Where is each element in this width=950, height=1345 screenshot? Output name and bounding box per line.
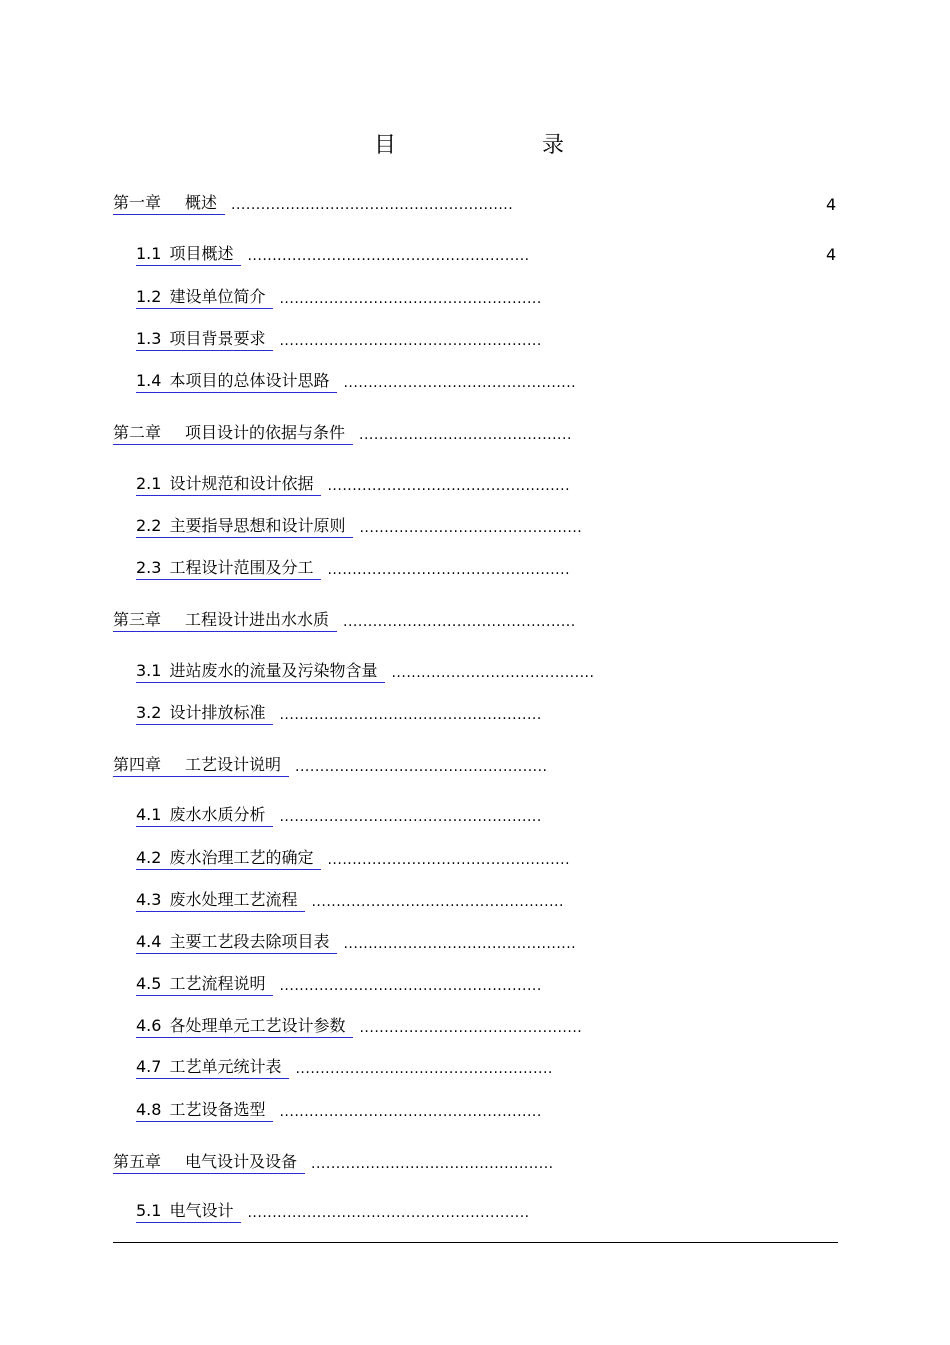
leader-dots: ............................................... <box>343 375 577 391</box>
toc-entry-section-2-2[interactable] <box>136 516 582 540</box>
leader-dots: ..................................................... <box>279 978 542 994</box>
section-title: 主要工艺段去除项目表 <box>169 932 330 951</box>
section-title: 进站废水的流量及污染物含量 <box>169 661 378 680</box>
section-number: 4.5 <box>136 974 162 993</box>
chapter-number: 第五章 <box>113 1152 162 1171</box>
leader-dots: ................................................. <box>327 478 571 494</box>
toc-link[interactable] <box>113 610 337 632</box>
toc-entry-chapter-5[interactable] <box>113 1152 554 1176</box>
leader-dots: ..................................................... <box>279 809 542 825</box>
leader-dots: ..................................................... <box>279 707 542 723</box>
section-number: 2.3 <box>136 558 162 577</box>
section-number: 4.6 <box>136 1016 162 1035</box>
section-title: 建设单位简介 <box>169 287 266 306</box>
section-title: 工程设计范围及分工 <box>169 558 314 577</box>
section-number: 1.3 <box>136 329 162 348</box>
toc-entry-chapter-1[interactable] <box>113 193 513 217</box>
section-number: 2.1 <box>136 474 162 493</box>
leader-dots: ......................................... <box>391 665 595 681</box>
chapter-title: 电气设计及设备 <box>185 1152 298 1171</box>
toc-link[interactable] <box>136 371 337 393</box>
leader-dots: ................................................. <box>327 852 571 868</box>
toc-entry-section-2-1[interactable] <box>136 474 570 498</box>
chapter-title: 工程设计进出水水质 <box>185 610 330 629</box>
toc-link[interactable] <box>136 244 241 266</box>
section-number: 5.1 <box>136 1201 162 1220</box>
leader-dots: ......................................................... <box>247 248 530 264</box>
toc-link[interactable] <box>136 1057 289 1079</box>
chapter-number: 第三章 <box>113 610 162 629</box>
section-title: 主要指导思想和设计原则 <box>169 516 346 535</box>
toc-entry-section-2-3[interactable] <box>136 558 570 582</box>
toc-entry-section-4-6[interactable] <box>136 1016 582 1040</box>
toc-entry-section-4-1[interactable] <box>136 805 542 829</box>
leader-dots: ......................................................... <box>231 197 514 213</box>
chapter-number: 第二章 <box>113 423 162 442</box>
section-title: 废水治理工艺的确定 <box>169 848 314 867</box>
leader-dots: ..................................................... <box>279 291 542 307</box>
leader-dots: ................................................. <box>311 1156 554 1172</box>
section-title: 设计规范和设计依据 <box>169 474 314 493</box>
toc-title: 目 录 <box>373 133 626 158</box>
leader-dots: ................................................... <box>295 759 548 775</box>
toc-link[interactable] <box>136 848 321 870</box>
toc-entry-section-1-3[interactable] <box>136 329 542 353</box>
toc-link[interactable] <box>136 890 305 912</box>
leader-dots: ............................................. <box>359 520 583 536</box>
section-number: 4.2 <box>136 848 162 867</box>
toc-link[interactable] <box>136 805 273 827</box>
section-title: 废水处理工艺流程 <box>169 890 298 909</box>
toc-link[interactable] <box>136 1201 241 1223</box>
toc-link[interactable] <box>136 287 273 309</box>
section-number: 4.8 <box>136 1100 162 1119</box>
toc-entry-chapter-4[interactable] <box>113 755 548 779</box>
leader-dots: ........................................... <box>359 427 572 443</box>
leader-dots: ............................................. <box>359 1020 583 1036</box>
toc-entry-chapter-2[interactable] <box>113 423 572 447</box>
toc-entry-section-4-3[interactable] <box>136 890 564 914</box>
toc-entry-section-1-2[interactable] <box>136 287 542 311</box>
leader-dots: ......................................................... <box>247 1205 530 1221</box>
toc-entry-section-3-2[interactable] <box>136 703 542 727</box>
leader-dots: ............................................... <box>343 936 577 952</box>
section-title: 工艺单元统计表 <box>169 1057 282 1076</box>
toc-link[interactable] <box>136 703 273 725</box>
toc-link[interactable] <box>136 661 385 683</box>
toc-entry-section-4-7[interactable] <box>136 1057 553 1081</box>
leader-dots: ................................................... <box>311 894 564 910</box>
section-title: 项目背景要求 <box>169 329 266 348</box>
toc-link[interactable] <box>113 193 225 215</box>
page-number: 4 <box>826 195 837 214</box>
toc-link[interactable] <box>113 755 289 777</box>
section-number: 1.2 <box>136 287 162 306</box>
chapter-number: 第一章 <box>113 193 162 212</box>
chapter-title: 概述 <box>185 193 218 212</box>
chapter-number: 第四章 <box>113 755 162 774</box>
section-number: 4.3 <box>136 890 162 909</box>
toc-link[interactable] <box>136 1016 353 1038</box>
section-title: 设计排放标准 <box>169 703 266 722</box>
section-number: 4.7 <box>136 1057 162 1076</box>
toc-link[interactable] <box>113 1152 305 1174</box>
section-title: 电气设计 <box>169 1201 234 1220</box>
toc-link[interactable] <box>113 423 353 445</box>
section-title: 废水水质分析 <box>169 805 266 824</box>
toc-entry-section-1-1[interactable] <box>136 244 530 268</box>
section-title: 工艺流程说明 <box>169 974 266 993</box>
leader-dots: ............................................... <box>343 614 576 630</box>
section-title: 本项目的总体设计思路 <box>169 371 330 390</box>
chapter-title: 项目设计的依据与条件 <box>185 423 346 442</box>
toc-link[interactable] <box>136 974 273 996</box>
toc-link[interactable] <box>136 1100 273 1122</box>
toc-entry-section-4-8[interactable] <box>136 1100 542 1124</box>
toc-entry-chapter-3[interactable] <box>113 610 576 634</box>
section-title: 各处理单元工艺设计参数 <box>169 1016 346 1035</box>
toc-link[interactable] <box>136 329 273 351</box>
leader-dots: ..................................................... <box>279 1104 542 1120</box>
footer-rule <box>113 1242 838 1243</box>
toc-entry-section-1-4[interactable] <box>136 371 576 395</box>
leader-dots: ..................................................... <box>279 333 542 349</box>
section-number: 4.1 <box>136 805 162 824</box>
section-number: 3.1 <box>136 661 162 680</box>
toc-entry-section-4-5[interactable] <box>136 974 542 998</box>
toc-link[interactable] <box>136 516 353 538</box>
leader-dots: ................................................. <box>327 562 571 578</box>
toc-link[interactable] <box>136 558 321 580</box>
toc-link[interactable] <box>136 474 321 496</box>
section-number: 4.4 <box>136 932 162 951</box>
section-title: 工艺设备选型 <box>169 1100 266 1119</box>
section-number: 3.2 <box>136 703 162 722</box>
page-number: 4 <box>826 245 837 264</box>
toc-link[interactable] <box>136 932 337 954</box>
section-number: 1.4 <box>136 371 162 390</box>
section-title: 项目概述 <box>169 244 234 263</box>
section-number: 2.2 <box>136 516 162 535</box>
toc-entry-section-3-1[interactable] <box>136 661 594 685</box>
toc-entry-section-5-1[interactable] <box>136 1201 530 1225</box>
toc-entry-section-4-4[interactable] <box>136 932 576 956</box>
chapter-title: 工艺设计说明 <box>185 755 282 774</box>
section-number: 1.1 <box>136 244 162 263</box>
leader-dots: .................................................... <box>295 1061 553 1077</box>
toc-entry-section-4-2[interactable] <box>136 848 570 872</box>
